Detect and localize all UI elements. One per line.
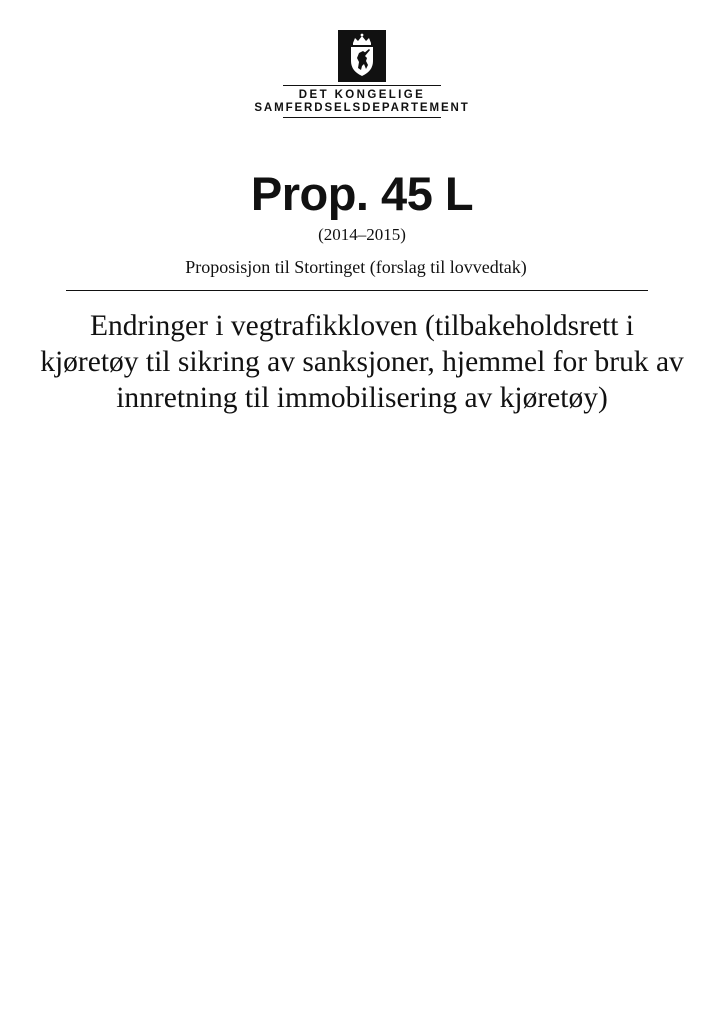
ministry-name-line1: DET KONGELIGE xyxy=(298,89,426,101)
ministry-rule-top xyxy=(283,85,441,86)
ministry-name-line2: SAMFERDSELSDEPARTEMENT xyxy=(254,102,470,114)
norwegian-coat-of-arms-icon xyxy=(338,30,386,82)
ministry-rule-bottom xyxy=(283,117,441,118)
proposition-title: Prop. 45 L xyxy=(250,167,474,220)
proposition-subtitle: Proposisjon til Stortinget (forslag til lovvedtak) xyxy=(185,257,527,277)
ministry-header xyxy=(0,30,724,118)
session-years: (2014–2015) xyxy=(318,225,406,244)
title-divider xyxy=(66,290,648,291)
main-title: Endringer i vegtrafikkloven (tilbakeholdsrett i kjøretøy til sikring av sanksjoner, hjemmel for bruk av innretning til immobilisering av kjøretøy) xyxy=(40,310,684,414)
